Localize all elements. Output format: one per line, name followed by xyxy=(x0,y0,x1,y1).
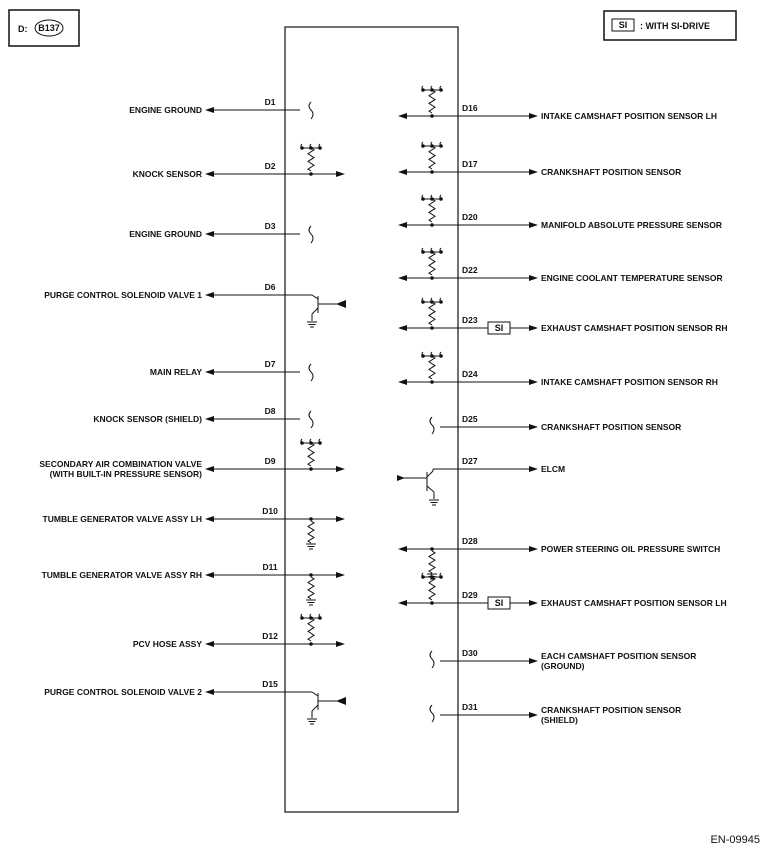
pin-signal-label: KNOCK SENSOR xyxy=(132,169,202,179)
junction-dot xyxy=(439,250,443,254)
pin-signal-label: SECONDARY AIR COMBINATION VALVE xyxy=(39,459,202,469)
pin-number: D20 xyxy=(462,212,478,222)
resistor-icon xyxy=(429,302,435,325)
pin-signal-label: CRANKSHAFT POSITION SENSOR xyxy=(541,705,682,715)
pin-number: D8 xyxy=(264,406,276,416)
arrow-left-icon xyxy=(398,379,407,385)
arrow-right-icon xyxy=(529,712,538,718)
resistor-icon xyxy=(429,90,435,113)
junction-dot xyxy=(439,300,443,304)
pin-signal-label: ENGINE GROUND xyxy=(129,105,202,115)
resistor-icon xyxy=(429,356,435,379)
pin-number: D27 xyxy=(462,456,478,466)
resistor-icon xyxy=(429,146,435,169)
arrow-left-icon xyxy=(398,113,407,119)
arrow-left-icon xyxy=(205,416,214,422)
pin-number: D2 xyxy=(264,161,276,171)
junction-dot xyxy=(430,326,434,330)
arrow-left-icon xyxy=(205,292,214,298)
arrow-left-icon xyxy=(398,169,407,175)
si-drive-badge-label: SI xyxy=(494,598,504,608)
pin-signal-label: MANIFOLD ABSOLUTE PRESSURE SENSOR xyxy=(541,220,723,230)
pin-number: D28 xyxy=(462,536,478,546)
junction-dot xyxy=(430,223,434,227)
arrow-left-icon xyxy=(398,600,407,606)
arrow-left-icon xyxy=(205,689,214,695)
pin-number: D15 xyxy=(262,679,278,689)
junction-dot xyxy=(309,467,313,471)
pin-row-d17 xyxy=(398,142,681,177)
junction-dot xyxy=(421,250,425,254)
pin-signal-label: INTAKE CAMSHAFT POSITION SENSOR RH xyxy=(541,377,718,387)
resistor-icon xyxy=(429,252,435,275)
pin-signal-label: INTAKE CAMSHAFT POSITION SENSOR LH xyxy=(541,111,717,121)
pin-number: D22 xyxy=(462,265,478,275)
pin-signal-label: MAIN RELAY xyxy=(149,367,202,377)
arrow-left-icon xyxy=(398,325,407,331)
pin-row-d27 xyxy=(397,456,565,505)
junction-dot xyxy=(430,276,434,280)
pin-row-d20 xyxy=(398,195,722,230)
pin-number: D31 xyxy=(462,702,478,712)
pin-row-d10 xyxy=(43,506,345,549)
arrow-right-icon xyxy=(529,325,538,331)
arrow-right-icon xyxy=(336,572,345,578)
junction-dot xyxy=(421,300,425,304)
wire xyxy=(312,705,318,711)
wire xyxy=(427,486,434,492)
junction-dot xyxy=(318,146,322,150)
pin-row-d8 xyxy=(93,406,313,428)
junction-dot xyxy=(430,380,434,384)
si-drive-badge-label: SI xyxy=(494,323,504,333)
pin-number: D10 xyxy=(262,506,278,516)
resistor-icon xyxy=(308,521,314,543)
pin-number: D3 xyxy=(264,221,276,231)
pin-signal-label: CRANKSHAFT POSITION SENSOR xyxy=(541,167,682,177)
arrow-right-icon xyxy=(529,658,538,664)
base-arrow-icon xyxy=(397,475,405,481)
resistor-icon xyxy=(429,577,435,600)
junction-dot xyxy=(430,547,434,551)
junction-dot xyxy=(300,146,304,150)
figure-id: EN-09945 xyxy=(710,834,760,846)
arrow-right-icon xyxy=(529,546,538,552)
junction-dot xyxy=(421,197,425,201)
arrow-right-icon xyxy=(529,275,538,281)
pin-signal-label: EACH CAMSHAFT POSITION SENSOR xyxy=(541,651,697,661)
pin-number: D29 xyxy=(462,590,478,600)
junction-dot xyxy=(430,601,434,605)
arrow-right-icon xyxy=(529,222,538,228)
pin-signal-label: (WITH BUILT-IN PRESSURE SENSOR) xyxy=(49,469,202,479)
pin-row-d28 xyxy=(398,536,720,579)
pin-signal-label: ELCM xyxy=(541,464,566,474)
arrow-right-icon xyxy=(336,516,345,522)
pin-number: D16 xyxy=(462,103,478,113)
pin-row-d29 xyxy=(398,573,727,609)
arrow-right-icon xyxy=(529,379,538,385)
pin-row-d9 xyxy=(39,439,345,479)
pin-signal-label: PURGE CONTROL SOLENOID VALVE 1 xyxy=(44,290,202,300)
pin-signal-label: PCV HOSE ASSY xyxy=(132,639,202,649)
junction-dot xyxy=(318,441,322,445)
arrow-left-icon xyxy=(205,369,214,375)
pin-signal-label: TUMBLE GENERATOR VALVE ASSY RH xyxy=(41,570,202,580)
junction-dot xyxy=(309,573,313,577)
pin-signal-label: ENGINE GROUND xyxy=(129,229,202,239)
pin-row-d24 xyxy=(398,352,718,387)
junction-dot xyxy=(439,354,443,358)
si-legend xyxy=(604,11,736,40)
arrow-right-icon xyxy=(529,113,538,119)
pin-row-d31 xyxy=(430,702,681,725)
junction-dot xyxy=(300,441,304,445)
junction-dot xyxy=(421,575,425,579)
arrow-left-icon xyxy=(398,275,407,281)
junction-dot xyxy=(430,114,434,118)
arrow-right-icon xyxy=(529,424,538,430)
junction-dot xyxy=(430,170,434,174)
arrow-left-icon xyxy=(205,171,214,177)
pin-signal-label: (SHIELD) xyxy=(541,715,578,725)
arrow-right-icon xyxy=(336,171,345,177)
resistor-icon xyxy=(308,443,314,466)
shield-wave-icon xyxy=(309,102,313,119)
junction-dot xyxy=(439,197,443,201)
pin-signal-label: CRANKSHAFT POSITION SENSOR xyxy=(541,422,682,432)
resistor-icon xyxy=(429,551,435,573)
base-arrow-icon xyxy=(336,300,346,308)
junction-dot xyxy=(421,88,425,92)
arrow-right-icon xyxy=(336,466,345,472)
wire xyxy=(312,692,318,696)
pin-row-d25 xyxy=(430,414,681,434)
pin-number: D17 xyxy=(462,159,478,169)
pin-signal-label: TUMBLE GENERATOR VALVE ASSY LH xyxy=(42,514,202,524)
pin-number: D9 xyxy=(264,456,276,466)
shield-wave-icon xyxy=(309,226,313,243)
arrow-left-icon xyxy=(205,641,214,647)
arrow-right-icon xyxy=(529,466,538,472)
pin-row-d15 xyxy=(44,679,346,724)
wire xyxy=(312,308,318,314)
arrow-left-icon xyxy=(205,231,214,237)
resistor-icon xyxy=(429,199,435,222)
pin-number: D7 xyxy=(264,359,276,369)
arrow-left-icon xyxy=(398,546,407,552)
junction-dot xyxy=(309,172,313,176)
pin-row-d11 xyxy=(42,562,345,605)
junction-dot xyxy=(439,144,443,148)
junction-dot xyxy=(309,517,313,521)
shield-wave-icon xyxy=(309,364,313,381)
pin-number: D25 xyxy=(462,414,478,424)
pin-signal-label: EXHAUST CAMSHAFT POSITION SENSOR LH xyxy=(541,598,727,608)
connector-prefix: D: xyxy=(18,24,28,34)
pin-signal-label: ENGINE COOLANT TEMPERATURE SENSOR xyxy=(541,273,723,283)
resistor-icon xyxy=(308,618,314,641)
shield-wave-icon xyxy=(430,651,434,668)
left-pin-group xyxy=(39,97,346,724)
junction-dot xyxy=(318,616,322,620)
arrow-left-icon xyxy=(205,107,214,113)
pin-signal-label: EXHAUST CAMSHAFT POSITION SENSOR RH xyxy=(541,323,728,333)
pin-signal-label: (GROUND) xyxy=(541,661,585,671)
pin-signal-label: PURGE CONTROL SOLENOID VALVE 2 xyxy=(44,687,202,697)
junction-dot xyxy=(421,354,425,358)
shield-wave-icon xyxy=(309,411,313,428)
pin-number: D1 xyxy=(264,97,276,107)
pin-row-d16 xyxy=(398,86,717,121)
right-pin-group xyxy=(397,86,728,725)
connector-tag xyxy=(9,10,79,46)
pin-row-d12 xyxy=(133,614,345,649)
arrow-left-icon xyxy=(205,466,214,472)
junction-dot xyxy=(309,642,313,646)
si-legend-text: : WITH SI-DRIVE xyxy=(640,21,710,31)
pin-row-d7 xyxy=(150,359,313,381)
pin-number: D23 xyxy=(462,315,478,325)
arrow-left-icon xyxy=(398,222,407,228)
shield-wave-icon xyxy=(430,705,434,722)
pin-row-d22 xyxy=(398,248,723,283)
pin-row-d23 xyxy=(398,298,728,334)
wire xyxy=(312,295,318,299)
wire xyxy=(427,471,433,477)
arrow-left-icon xyxy=(205,572,214,578)
pin-number: D24 xyxy=(462,369,478,379)
arrow-right-icon xyxy=(336,641,345,647)
pin-signal-label: POWER STEERING OIL PRESSURE SWITCH xyxy=(541,544,721,554)
arrow-right-icon xyxy=(529,169,538,175)
resistor-icon xyxy=(308,148,314,171)
pin-signal-label: KNOCK SENSOR (SHIELD) xyxy=(93,414,202,424)
pin-number: D12 xyxy=(262,631,278,641)
pin-number: D11 xyxy=(262,562,278,572)
arrow-right-icon xyxy=(529,600,538,606)
junction-dot xyxy=(300,616,304,620)
junction-dot xyxy=(421,144,425,148)
resistor-icon xyxy=(308,577,314,599)
junction-dot xyxy=(439,88,443,92)
connector-code: B137 xyxy=(38,23,60,33)
arrow-left-icon xyxy=(205,516,214,522)
si-legend-symbol: SI xyxy=(618,20,628,30)
pin-number: D30 xyxy=(462,648,478,658)
pin-row-d2 xyxy=(133,144,345,179)
junction-dot xyxy=(439,575,443,579)
pin-row-d30 xyxy=(430,648,696,671)
pin-row-d6 xyxy=(44,282,346,327)
pin-number: D6 xyxy=(264,282,276,292)
base-arrow-icon xyxy=(336,697,346,705)
shield-wave-icon xyxy=(430,417,434,434)
